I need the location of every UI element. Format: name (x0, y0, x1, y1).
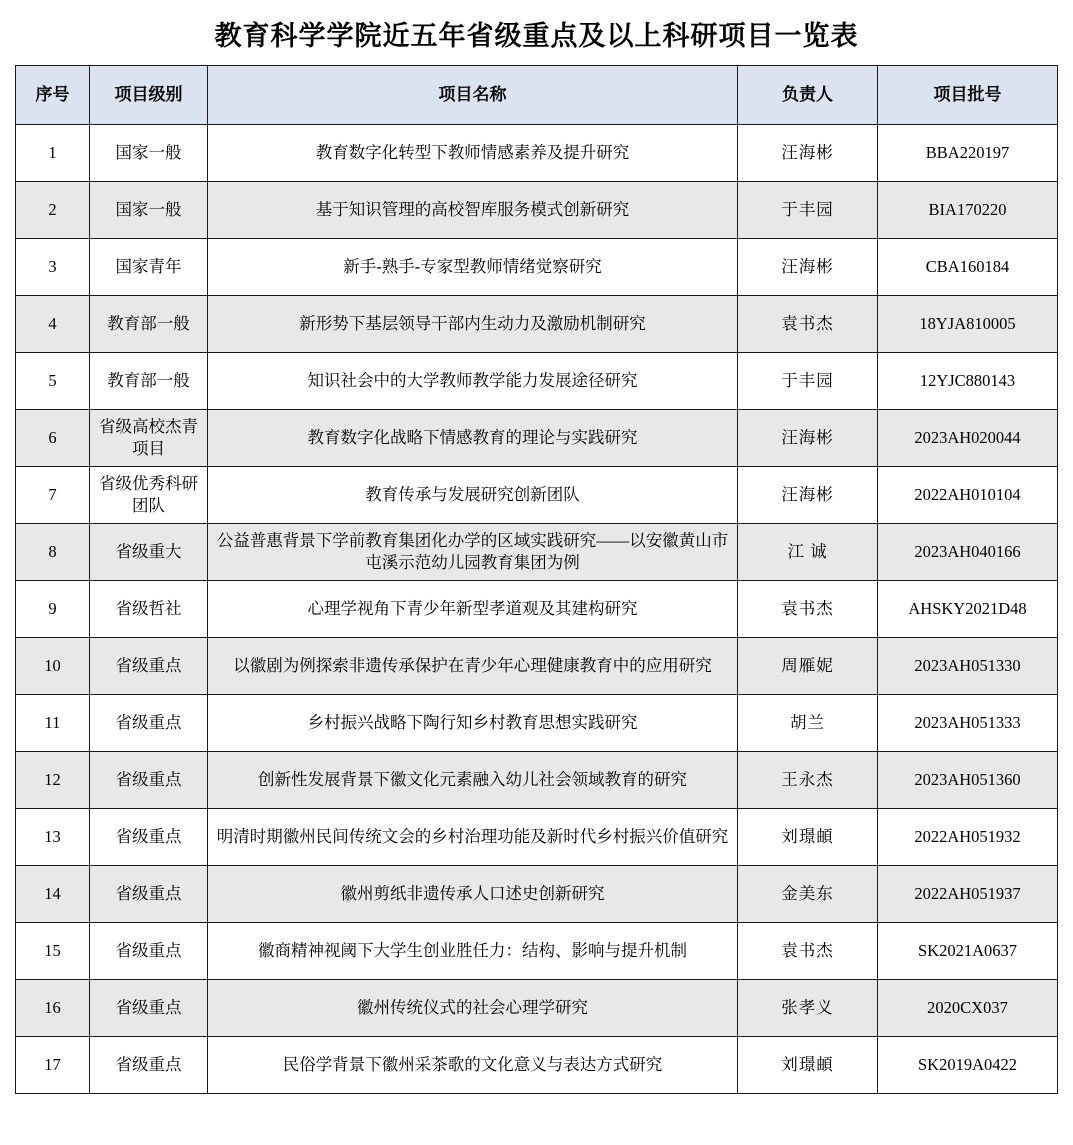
cell-name: 教育数字化转型下教师情感素养及提升研究 (208, 125, 738, 182)
cell-no: 13 (16, 809, 90, 866)
cell-level: 省级重点 (90, 695, 208, 752)
table-row (16, 410, 1058, 467)
cell-code: CBA160184 (878, 239, 1058, 296)
table-row (16, 581, 1058, 638)
cell-no: 1 (16, 125, 90, 182)
cell-code: 2023AH051330 (878, 638, 1058, 695)
cell-name: 明清时期徽州民间传统文会的乡村治理功能及新时代乡村振兴价值研究 (208, 809, 738, 866)
cell-code: 18YJA810005 (878, 296, 1058, 353)
cell-code: 2023AH020044 (878, 410, 1058, 467)
cell-no: 9 (16, 581, 90, 638)
table-row (16, 1037, 1058, 1094)
table-row (16, 239, 1058, 296)
table-row (16, 296, 1058, 353)
cell-code: SK2019A0422 (878, 1037, 1058, 1094)
cell-code: 2022AH051932 (878, 809, 1058, 866)
cell-name: 民俗学背景下徽州采茶歌的文化意义与表达方式研究 (208, 1037, 738, 1094)
cell-name: 知识社会中的大学教师教学能力发展途径研究 (208, 353, 738, 410)
cell-code: BBA220197 (878, 125, 1058, 182)
cell-level: 教育部一般 (90, 296, 208, 353)
table-row (16, 638, 1058, 695)
cell-code: SK2021A0637 (878, 923, 1058, 980)
cell-no: 17 (16, 1037, 90, 1094)
cell-owner: 周雁妮 (738, 638, 878, 695)
table-row (16, 467, 1058, 524)
cell-owner: 袁书杰 (738, 581, 878, 638)
table-row (16, 524, 1058, 581)
cell-no: 11 (16, 695, 90, 752)
page-title: 教育科学学院近五年省级重点及以上科研项目一览表 (214, 21, 859, 51)
cell-name: 公益普惠背景下学前教育集团化办学的区域实践研究——以安徽黄山市屯溪示范幼儿园教育集团为例 (208, 524, 738, 581)
cell-level: 省级重点 (90, 1037, 208, 1094)
cell-code: AHSKY2021D48 (878, 581, 1058, 638)
cell-name: 心理学视角下青少年新型孝道观及其建构研究 (208, 581, 738, 638)
table-header-row (16, 66, 1058, 125)
cell-code: 2022AH010104 (878, 467, 1058, 524)
cell-owner: 袁书杰 (738, 296, 878, 353)
table-body (16, 125, 1058, 1094)
cell-owner: 金美东 (738, 866, 878, 923)
cell-no: 12 (16, 752, 90, 809)
cell-no: 6 (16, 410, 90, 467)
cell-level: 省级高校杰青项目 (90, 410, 208, 467)
table-row (16, 980, 1058, 1037)
cell-name: 教育传承与发展研究创新团队 (208, 467, 738, 524)
cell-code: BIA170220 (878, 182, 1058, 239)
column-header-owner: 负责人 (738, 66, 878, 125)
cell-no: 2 (16, 182, 90, 239)
cell-no: 14 (16, 866, 90, 923)
cell-name: 教育数字化战略下情感教育的理论与实践研究 (208, 410, 738, 467)
cell-level: 教育部一般 (90, 353, 208, 410)
cell-owner: 于丰园 (738, 353, 878, 410)
column-header-name: 项目名称 (208, 66, 738, 125)
cell-no: 15 (16, 923, 90, 980)
table-row (16, 809, 1058, 866)
cell-no: 5 (16, 353, 90, 410)
column-header-code: 项目批号 (878, 66, 1058, 125)
cell-level: 省级重大 (90, 524, 208, 581)
cell-code: 12YJC880143 (878, 353, 1058, 410)
cell-name: 以徽剧为例探索非遗传承保护在青少年心理健康教育中的应用研究 (208, 638, 738, 695)
cell-no: 8 (16, 524, 90, 581)
cell-owner: 汪海彬 (738, 125, 878, 182)
cell-level: 省级重点 (90, 923, 208, 980)
cell-level: 省级重点 (90, 638, 208, 695)
cell-owner: 袁书杰 (738, 923, 878, 980)
column-header-level: 项目级别 (90, 66, 208, 125)
cell-owner: 王永杰 (738, 752, 878, 809)
cell-owner: 江 诚 (738, 524, 878, 581)
cell-owner: 刘璟頔 (738, 1037, 878, 1094)
table-row (16, 923, 1058, 980)
table-header (16, 66, 1058, 125)
cell-level: 省级哲社 (90, 581, 208, 638)
cell-owner: 刘璟頔 (738, 809, 878, 866)
cell-name: 新手-熟手-专家型教师情绪觉察研究 (208, 239, 738, 296)
column-header-no: 序号 (16, 66, 90, 125)
cell-no: 7 (16, 467, 90, 524)
table-row (16, 125, 1058, 182)
cell-level: 省级重点 (90, 752, 208, 809)
cell-name: 基于知识管理的高校智库服务模式创新研究 (208, 182, 738, 239)
cell-owner: 汪海彬 (738, 410, 878, 467)
cell-no: 4 (16, 296, 90, 353)
cell-no: 3 (16, 239, 90, 296)
cell-level: 省级优秀科研团队 (90, 467, 208, 524)
cell-code: 2020CX037 (878, 980, 1058, 1037)
cell-name: 创新性发展背景下徽文化元素融入幼儿社会领域教育的研究 (208, 752, 738, 809)
cell-owner: 汪海彬 (738, 239, 878, 296)
cell-name: 徽州传统仪式的社会心理学研究 (208, 980, 738, 1037)
cell-name: 徽商精神视阈下大学生创业胜任力：结构、影响与提升机制 (208, 923, 738, 980)
cell-level: 国家一般 (90, 182, 208, 239)
project-table (15, 65, 1058, 1094)
cell-level: 国家一般 (90, 125, 208, 182)
cell-level: 国家青年 (90, 239, 208, 296)
table-row (16, 752, 1058, 809)
cell-level: 省级重点 (90, 980, 208, 1037)
cell-level: 省级重点 (90, 809, 208, 866)
cell-code: 2022AH051937 (878, 866, 1058, 923)
cell-code: 2023AH051360 (878, 752, 1058, 809)
cell-owner: 胡兰 (738, 695, 878, 752)
cell-no: 10 (16, 638, 90, 695)
cell-owner: 汪海彬 (738, 467, 878, 524)
cell-code: 2023AH051333 (878, 695, 1058, 752)
cell-name: 乡村振兴战略下陶行知乡村教育思想实践研究 (208, 695, 738, 752)
cell-name: 徽州剪纸非遗传承人口述史创新研究 (208, 866, 738, 923)
cell-name: 新形势下基层领导干部内生动力及激励机制研究 (208, 296, 738, 353)
cell-no: 16 (16, 980, 90, 1037)
cell-owner: 于丰园 (738, 182, 878, 239)
table-row (16, 695, 1058, 752)
cell-owner: 张孝义 (738, 980, 878, 1037)
cell-code: 2023AH040166 (878, 524, 1058, 581)
table-row (16, 182, 1058, 239)
cell-level: 省级重点 (90, 866, 208, 923)
table-row (16, 866, 1058, 923)
table-row (16, 353, 1058, 410)
